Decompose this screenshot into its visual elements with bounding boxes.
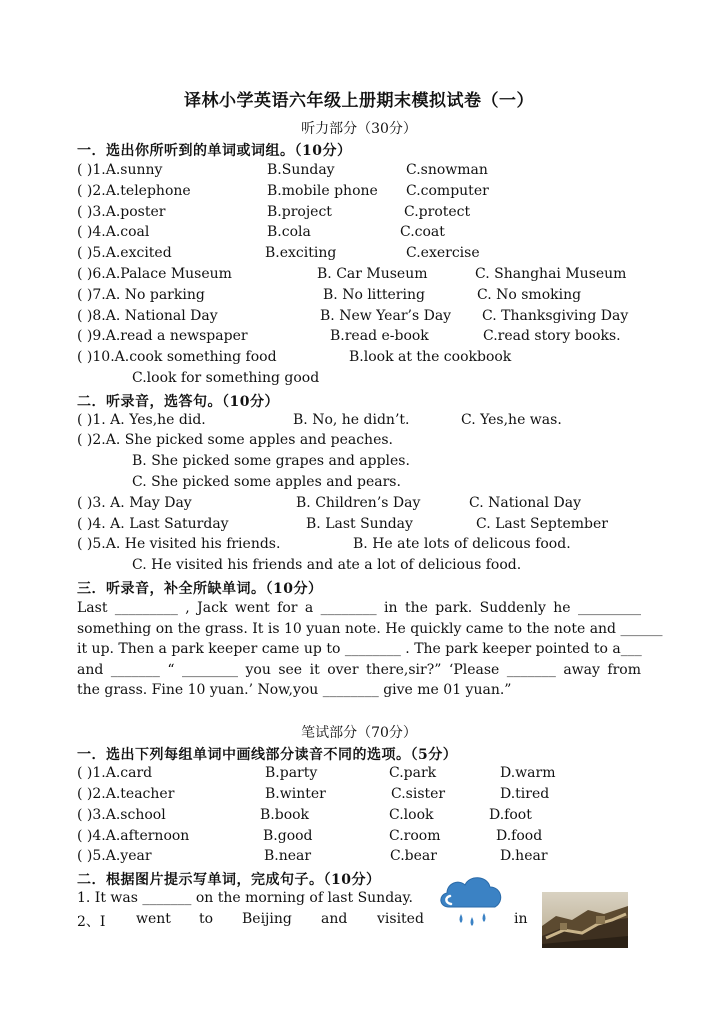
option-b: B.good bbox=[263, 828, 313, 844]
listening-heading: 听力部分（30分） bbox=[301, 121, 417, 137]
option-a: ( )6.A.Palace Museum bbox=[77, 266, 232, 282]
option-c: C.bear bbox=[390, 848, 437, 864]
option-b: B.mobile phone bbox=[267, 183, 378, 199]
option-a: ( )7.A. No parking bbox=[77, 287, 205, 303]
option-b: B.winter bbox=[265, 786, 326, 802]
option-b: B. Last Sunday bbox=[306, 516, 413, 532]
option-c: C. Thanksgiving Day bbox=[482, 308, 629, 324]
sentence-word: and bbox=[321, 911, 348, 927]
cloze-line: Last _________ , Jack went for a ________ in the park. Suddenly he _________ bbox=[77, 600, 641, 616]
option-b: B. Car Museum bbox=[317, 266, 428, 282]
listening-part3-heading: 三．听录音，补全所缺单词。（10分） bbox=[77, 581, 323, 597]
option-c: C.park bbox=[389, 765, 437, 781]
option-a: ( )1.A.card bbox=[77, 765, 153, 781]
listening-part2-heading: 二．听录音，选答句。（10分） bbox=[77, 394, 279, 410]
option-d: D.tired bbox=[500, 786, 550, 802]
option-b: B.cola bbox=[267, 224, 311, 240]
option-a: ( )1.A.sunny bbox=[77, 162, 163, 178]
option-a: ( )9.A.read a newspaper bbox=[77, 328, 248, 344]
writing-part2-heading: 二．根据图片提示写单词，完成句子。（10分） bbox=[77, 872, 381, 888]
option-b: B. New Year’s Day bbox=[320, 308, 452, 324]
option-b: B.Sunday bbox=[267, 162, 335, 178]
option-d: D.food bbox=[496, 828, 543, 844]
option-c: C. National Day bbox=[469, 495, 582, 511]
sentence-word: went bbox=[136, 911, 171, 927]
cloze-passage bbox=[77, 598, 663, 701]
option-c: C. Shanghai Museum bbox=[475, 266, 627, 282]
option-a: ( )4.A.afternoon bbox=[77, 828, 190, 844]
rain-cloud-icon bbox=[435, 871, 507, 933]
option-a: ( )5.A. He visited his friends. bbox=[77, 536, 281, 552]
option-a: ( )1. A. Yes,he did. bbox=[77, 412, 206, 428]
option-c: C. Last September bbox=[476, 516, 608, 532]
option-a: ( )2.A.teacher bbox=[77, 786, 175, 802]
writing-part1-heading: 一．选出下列每组单词中画线部分读音不同的选项。（5分） bbox=[77, 747, 458, 763]
option-c: C.look for something good bbox=[132, 370, 320, 386]
option-c: C.snowman bbox=[406, 162, 488, 178]
option-c: C.read story books. bbox=[483, 328, 621, 344]
option-c: C. He visited his friends and ate a lot of delicious food. bbox=[132, 557, 522, 573]
great-wall-photo bbox=[542, 892, 628, 948]
option-a: ( )5.A.excited bbox=[77, 245, 172, 261]
option-d: D.warm bbox=[500, 765, 556, 781]
option-c: C.computer bbox=[406, 183, 489, 199]
option-b: B. Children’s Day bbox=[296, 495, 421, 511]
sentence-word: in bbox=[514, 911, 528, 927]
option-b: B.party bbox=[265, 765, 318, 781]
option-c: C.coat bbox=[400, 224, 445, 240]
option-c: C. Yes,he was. bbox=[461, 412, 562, 428]
option-d: D.foot bbox=[489, 807, 532, 823]
option-a: ( )2.A. She picked some apples and peaches. bbox=[77, 432, 393, 448]
option-d: D.hear bbox=[500, 848, 548, 864]
cloze-line: the grass. Fine 10 yuan.’ Now,you ________ give me 01 yuan.” bbox=[77, 682, 512, 699]
option-c: C.protect bbox=[404, 204, 471, 220]
option-b: B.read e-book bbox=[330, 328, 429, 344]
option-a: ( )5.A.year bbox=[77, 848, 152, 864]
option-b: B. No littering bbox=[323, 287, 425, 303]
cloze-line: something on the grass. It is 10 yuan note. He quickly came to the note and ______ bbox=[77, 620, 663, 637]
option-a: ( )2.A.telephone bbox=[77, 183, 191, 199]
option-c: C.exercise bbox=[406, 245, 480, 261]
option-b: B. He ate lots of delicous food. bbox=[353, 536, 571, 552]
sentence-word: visited bbox=[377, 911, 424, 927]
option-b: B.near bbox=[264, 848, 312, 864]
option-c: C.sister bbox=[391, 786, 446, 802]
cloze-line: it up. Then a park keeper came up to ________ . The park keeper pointed to a___ bbox=[77, 641, 642, 658]
option-a: ( )3.A.school bbox=[77, 807, 166, 823]
option-b: B.book bbox=[260, 807, 310, 823]
option-b: B. No, he didn’t. bbox=[293, 412, 410, 428]
option-a: ( )3. A. May Day bbox=[77, 495, 192, 511]
option-a: ( )4.A.coal bbox=[77, 224, 150, 240]
sentence-word: to bbox=[199, 911, 214, 927]
option-a: ( )10.A.cook something food bbox=[77, 349, 277, 365]
option-c: C. She picked some apples and pears. bbox=[132, 474, 401, 490]
listening-part1-heading: 一．选出你所听到的单词或词组。（10分） bbox=[77, 143, 352, 159]
option-b: B.look at the cookbook bbox=[349, 349, 512, 365]
page-title: 译林小学英语六年级上册期末模拟试卷（一） bbox=[184, 91, 534, 111]
sentence-text: 1. It was _______ on the morning of last Sunday. bbox=[77, 890, 413, 906]
option-c: C. No smoking bbox=[477, 287, 582, 303]
writing-heading: 笔试部分（70分） bbox=[301, 725, 417, 741]
option-a: ( )4. A. Last Saturday bbox=[77, 516, 229, 532]
option-b: B.exciting bbox=[265, 245, 337, 261]
option-c: C.look bbox=[389, 807, 434, 823]
option-a: ( )3.A.poster bbox=[77, 204, 166, 220]
option-a: ( )8.A. National Day bbox=[77, 308, 218, 324]
cloze-line: and _______ “ ________ you see it over there,sir?” ‘Please _______ away from bbox=[77, 661, 641, 678]
sentence-word: 2、I bbox=[77, 914, 106, 930]
option-b: B. She picked some grapes and apples. bbox=[132, 453, 410, 469]
option-c: C.room bbox=[389, 828, 441, 844]
sentence-word: Beijing bbox=[242, 911, 292, 927]
option-b: B.project bbox=[267, 204, 332, 220]
